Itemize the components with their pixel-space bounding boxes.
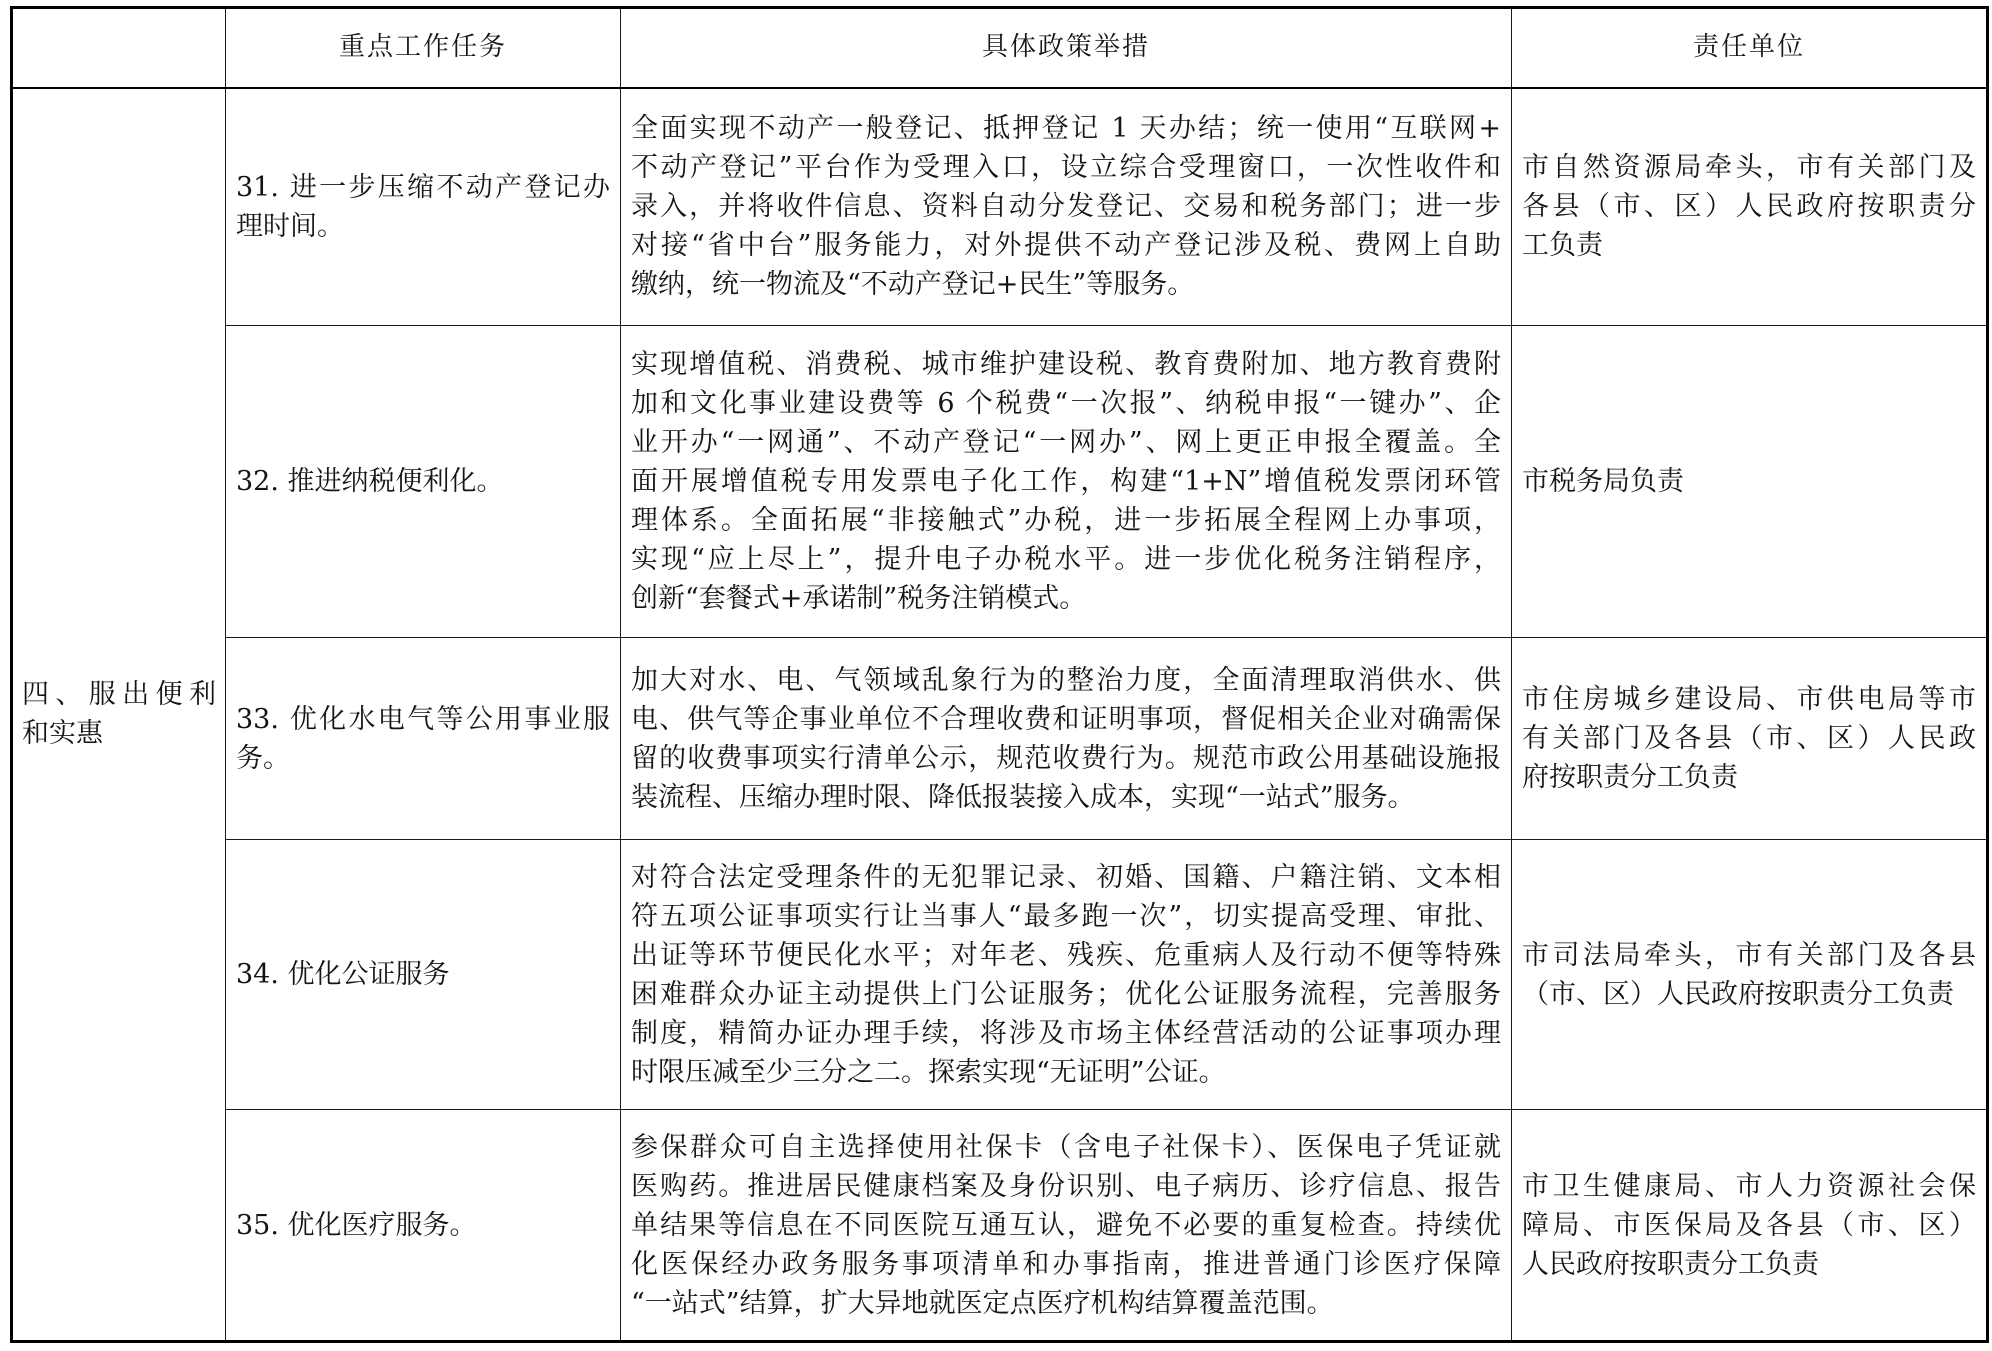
measures-line: 实现增值税、消费税、城市维护建设税、教育费附加、地方教育费附: [631, 349, 1501, 380]
measures-line: 符五项公证事项实行让当事人“最多跑一次”，切实提高受理、审批、: [631, 900, 1501, 932]
table-row: [12, 88, 1988, 326]
measures-line: 医购药。推进居民健康档案及身份识别、电子病历、诊疗信息、报告: [631, 1170, 1501, 1202]
measures-line: 面开展增值税专用发票电子化工作，构建“1+N”增值税发票闭环管: [631, 466, 1501, 497]
measures-line: 化医保经办政务服务事项清单和办事指南，推进普通门诊医疗保障: [631, 1248, 1501, 1280]
measures-cell: [621, 1110, 1512, 1342]
unit-line: 人民政府按职责分工负责: [1522, 1248, 1819, 1280]
table-row: [12, 638, 1988, 840]
measures-line: 电、供气等企事业单位不合理收费和证明事项，督促相关企业对确需保: [631, 703, 1501, 735]
task-line: 务。: [236, 742, 290, 774]
header-row: [12, 8, 1988, 88]
measures-cell: [621, 88, 1512, 326]
task-line: 33. 优化水电气等公用事业服: [236, 703, 610, 735]
measures-cell: [621, 840, 1512, 1110]
measures-line: 制度，精简办证办理手续，将涉及市场主体经营活动的公证事项办理: [631, 1017, 1501, 1049]
task-cell: [226, 326, 621, 638]
unit-line: 市自然资源局牵头，市有关部门及: [1522, 152, 1976, 184]
task-line: 35. 优化医疗服务。: [236, 1209, 477, 1241]
measures-line: 对接“省中台”服务能力，对外提供不动产登记涉及税、费网上自助: [631, 230, 1501, 262]
measures-line: 缴纳，统一物流及“不动产登记+民生”等服务。: [631, 269, 1195, 301]
unit-line: 工负责: [1522, 230, 1603, 262]
measures-line: 时限压减至少三分之二。探索实现“无证明”公证。: [631, 1056, 1226, 1088]
measures-line: 单结果等信息在不同医院互通互认，避免不必要的重复检查。持续优: [631, 1209, 1501, 1241]
unit-line: 市税务局负责: [1522, 466, 1684, 497]
task-line: 理时间。: [236, 210, 344, 242]
task-cell: [226, 840, 621, 1110]
unit-line: 市卫生健康局、市人力资源社会保: [1522, 1170, 1976, 1202]
header-unit: 责任单位: [1512, 8, 1988, 88]
header-task: 重点工作任务: [226, 8, 621, 88]
unit-line: 府按职责分工负责: [1522, 762, 1738, 793]
measures-line: 对符合法定受理条件的无犯罪记录、初婚、国籍、户籍注销、文本相: [631, 861, 1501, 893]
unit-line: （市、区）人民政府按职责分工负责: [1522, 978, 1954, 1010]
task-line: 32. 推进纳税便利化。: [236, 466, 504, 497]
unit-line: 各县（市、区）人民政府按职责分: [1522, 191, 1976, 223]
measures-cell: [621, 638, 1512, 840]
category-line: 四、服出便利: [22, 679, 216, 711]
unit-cell: [1512, 1110, 1988, 1342]
task-cell: [226, 638, 621, 840]
unit-line: 有关部门及各县（市、区）人民政: [1522, 723, 1976, 754]
table-row: [12, 1110, 1988, 1342]
task-line: 31. 进一步压缩不动产登记办: [236, 171, 610, 203]
measures-line: 创新“套餐式+承诺制”税务注销模式。: [631, 583, 1087, 614]
policy-table: [10, 6, 1989, 1343]
unit-line: 市住房城乡建设局、市供电局等市: [1522, 684, 1976, 715]
task-cell: [226, 88, 621, 326]
unit-cell: [1512, 88, 1988, 326]
header-measures: 具体政策举措: [621, 8, 1512, 88]
table-row: [12, 326, 1988, 638]
header-blank-cell: [12, 8, 226, 88]
measures-line: 实现“应上尽上”，提升电子办税水平。进一步优化税务注销程序，: [631, 544, 1501, 575]
measures-line: “一站式”结算，扩大异地就医定点医疗机构结算覆盖范围。: [631, 1287, 1334, 1319]
unit-cell: [1512, 326, 1988, 638]
unit-cell: [1512, 840, 1988, 1110]
measures-line: 参保群众可自主选择使用社保卡（含电子社保卡）、医保电子凭证就: [631, 1131, 1501, 1163]
measures-line: 困难群众办证主动提供上门公证服务；优化公证服务流程，完善服务: [631, 978, 1501, 1010]
measures-line: 出证等环节便民化水平；对年老、残疾、危重病人及行动不便等特殊: [631, 939, 1501, 971]
measures-line: 业开办“一网通”、不动产登记“一网办”、网上更正申报全覆盖。全: [631, 427, 1501, 458]
category-cell: [12, 88, 226, 1342]
category-line: 和实惠: [22, 718, 103, 750]
task-cell: [226, 1110, 621, 1342]
unit-line: 障局、市医保局及各县（市、区）: [1522, 1209, 1976, 1241]
task-line: 34. 优化公证服务: [236, 959, 450, 990]
measures-line: 不动产登记”平台作为受理入口，设立综合受理窗口，一次性收件和: [631, 152, 1501, 184]
measures-line: 理体系。全面拓展“非接触式”办税，进一步拓展全程网上办事项，: [631, 505, 1501, 536]
measures-cell: [621, 326, 1512, 638]
measures-line: 装流程、压缩办理时限、降低报装接入成本，实现“一站式”服务。: [631, 781, 1415, 813]
table-row: [12, 840, 1988, 1110]
unit-line: 市司法局牵头，市有关部门及各县: [1522, 939, 1976, 971]
measures-line: 留的收费事项实行清单公示，规范收费行为。规范市政公用基础设施报: [631, 742, 1501, 774]
measures-line: 全面实现不动产一般登记、抵押登记 1 天办结；统一使用“互联网+: [631, 113, 1501, 145]
measures-line: 加和文化事业建设费等 6 个税费“一次报”、纳税申报“一键办”、企: [631, 388, 1501, 419]
measures-line: 加大对水、电、气领域乱象行为的整治力度，全面清理取消供水、供: [631, 664, 1501, 696]
measures-line: 录入，并将收件信息、资料自动分发登记、交易和税务部门；进一步: [631, 191, 1501, 223]
unit-cell: [1512, 638, 1988, 840]
